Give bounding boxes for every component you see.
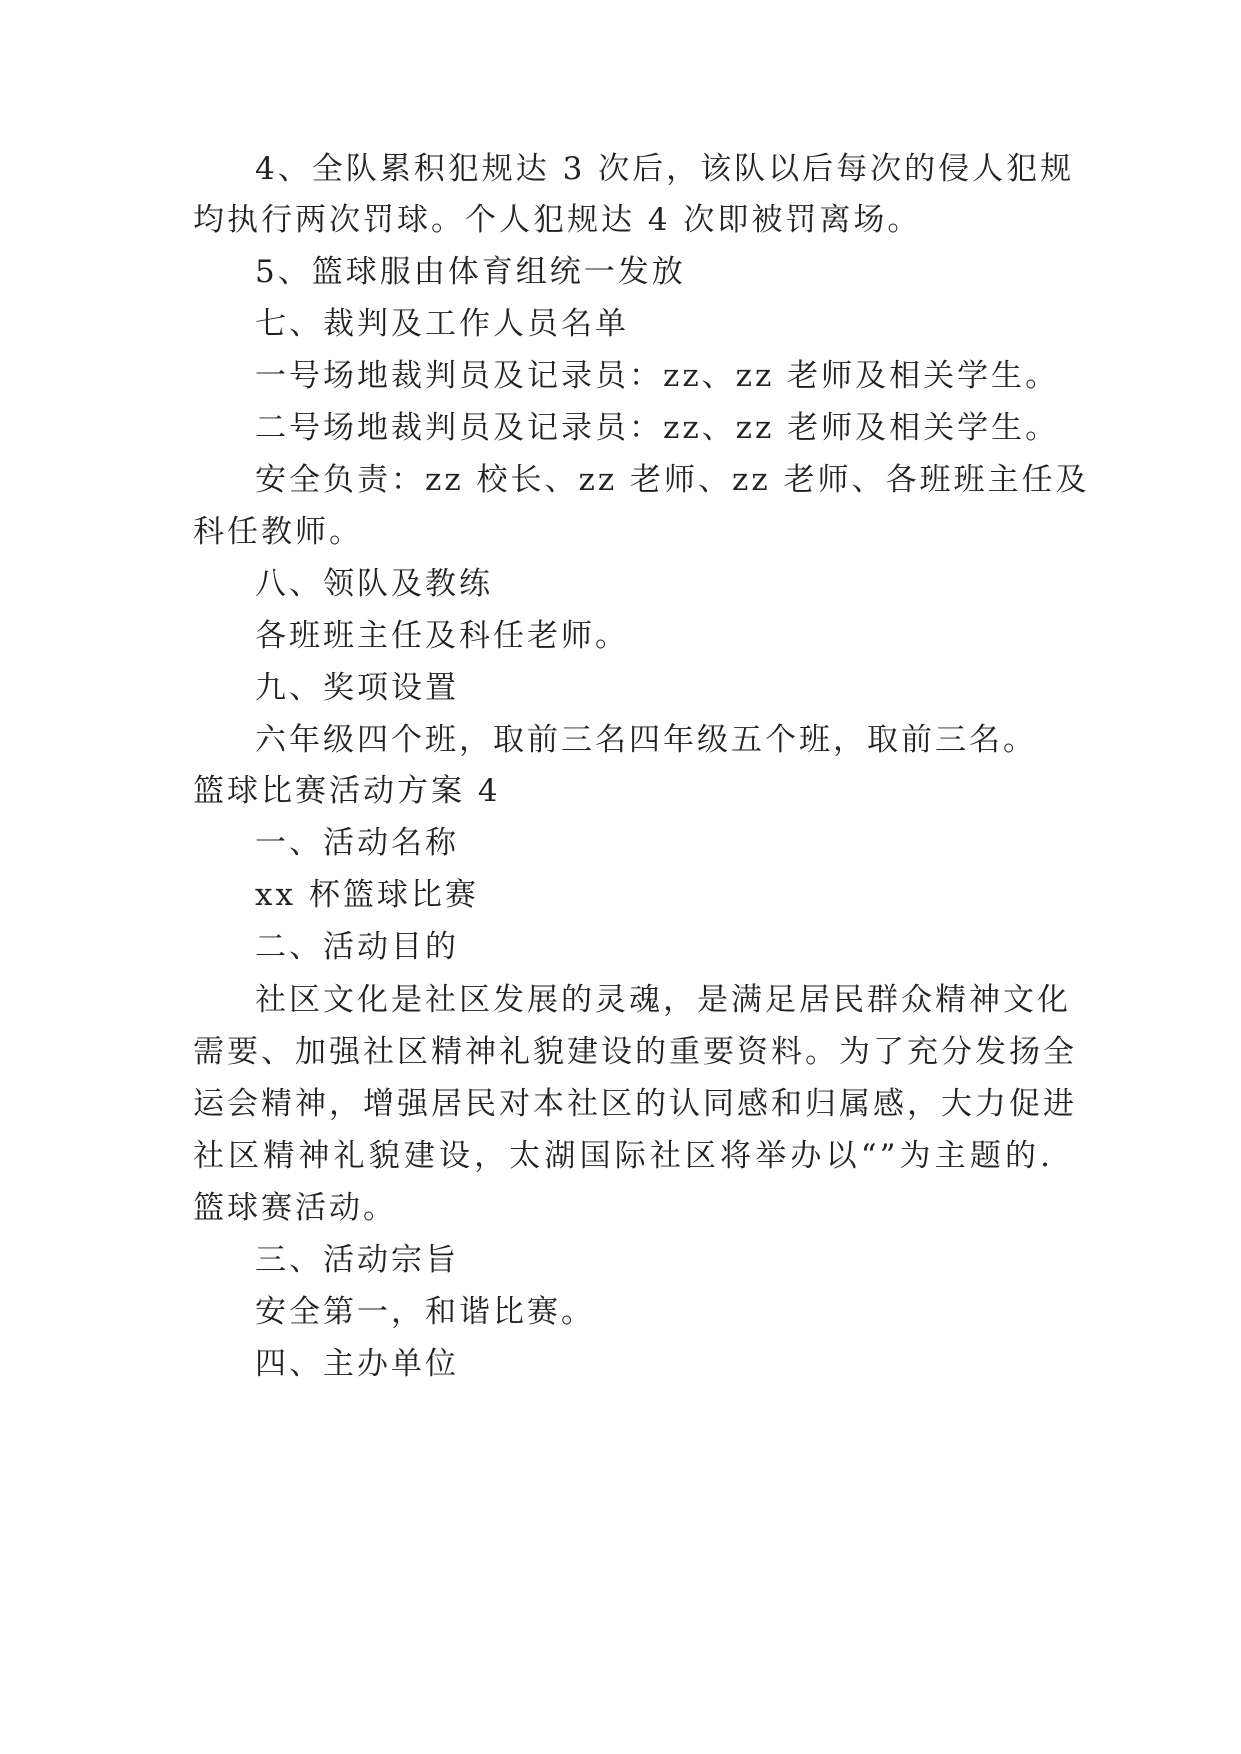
- safety-line-2: 科任教师。: [193, 514, 363, 550]
- court-1-staff-line: 一号场地裁判员及记录员：zz、zz 老师及相关学生。: [255, 358, 1060, 394]
- purpose-paragraph-line-1: 社区文化是社区发展的灵魂，是满足居民群众精神文化: [255, 982, 1071, 1018]
- rule-4-line-1: 4、全队累积犯规达 3 次后，该队以后每次的侵人犯规: [255, 151, 1075, 187]
- activity-tenet-line: 安全第一，和谐比赛。: [255, 1294, 595, 1330]
- purpose-paragraph-line-2: 需要、加强社区精神礼貌建设的重要资料。为了充分发扬全: [193, 1034, 1077, 1070]
- activity-name-heading: 一、活动名称: [255, 825, 459, 861]
- section-8-heading: 八、领队及教练: [255, 566, 493, 602]
- plan-4-title: 篮球比赛活动方案 4: [193, 773, 501, 809]
- safety-line-1: 安全负责：zz 校长、zz 老师、zz 老师、各班班主任及: [255, 462, 1090, 498]
- court-2-staff-line: 二号场地裁判员及记录员：zz、zz 老师及相关学生。: [255, 410, 1060, 446]
- rule-5-line: 5、篮球服由体育组统一发放: [255, 254, 686, 290]
- organizer-heading: 四、主办单位: [255, 1346, 459, 1382]
- purpose-paragraph-line-3: 运会精神，增强居民对本社区的认同感和归属感，大力促进: [193, 1086, 1077, 1122]
- activity-name-line: xx 杯篮球比赛: [255, 877, 479, 913]
- purpose-paragraph-line-4: 社区精神礼貌建设，太湖国际社区将举办以“”为主题的.: [193, 1138, 1053, 1174]
- section-9-heading: 九、奖项设置: [255, 670, 459, 706]
- rule-4-line-2: 均执行两次罚球。个人犯规达 4 次即被罚离场。: [193, 202, 922, 238]
- activity-tenet-heading: 三、活动宗旨: [255, 1242, 459, 1278]
- purpose-paragraph-line-5: 篮球赛活动。: [193, 1190, 397, 1226]
- section-7-heading: 七、裁判及工作人员名单: [255, 306, 629, 342]
- awards-line: 六年级四个班，取前三名四年级五个班，取前三名。: [255, 722, 1037, 758]
- activity-purpose-heading: 二、活动目的: [255, 929, 459, 965]
- coaches-line: 各班班主任及科任老师。: [255, 618, 629, 654]
